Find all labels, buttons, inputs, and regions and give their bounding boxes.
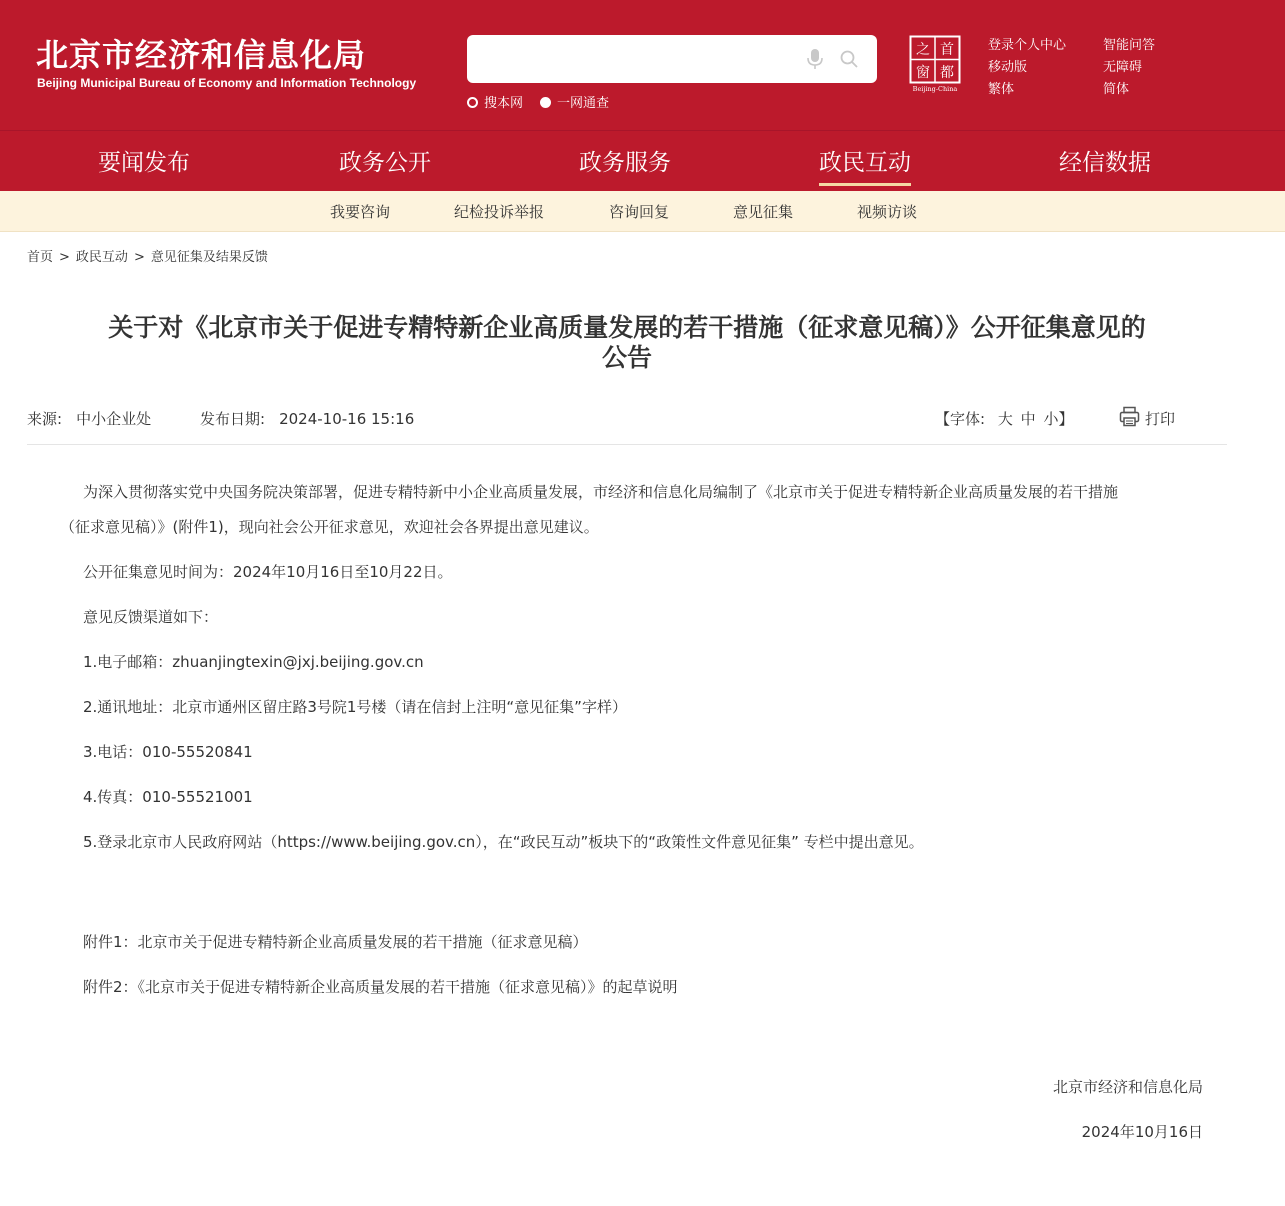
capital-window-logo[interactable] (909, 35, 961, 93)
simplified-link[interactable]: 简体 (1103, 82, 1130, 97)
subnav-opinions[interactable]: 意见征集 (733, 203, 794, 221)
channel-address: 2.通讯地址：北京市通州区留庄路3号院1号楼（请在信封上注明“意见征集”字样） (83, 698, 627, 716)
svg-text:窗: 窗 (916, 65, 930, 81)
main-nav (0, 130, 1285, 191)
svg-text:Beijing-China: Beijing-China (912, 85, 958, 93)
font-small-button[interactable]: 小 (1043, 410, 1059, 428)
svg-text:都: 都 (940, 65, 954, 81)
search-icon[interactable] (839, 49, 859, 69)
login-link[interactable]: 登录个人中心 (988, 38, 1067, 53)
subnav-consult[interactable]: 我要咨询 (330, 203, 391, 221)
publish-date-info (200, 408, 414, 429)
nav-news[interactable]: 要闻发布 (98, 150, 190, 176)
print-button[interactable]: 打印 (1145, 410, 1176, 428)
source-info (27, 408, 151, 429)
attachment-1[interactable]: 附件1：北京市关于促进专精特新企业高质量发展的若干措施（征求意见稿） (83, 933, 588, 951)
page-title (27, 313, 1227, 373)
subnav-replies[interactable]: 咨询回复 (609, 203, 670, 221)
date-value: 2024-10-16 15:16 (279, 410, 415, 428)
channel-email: 1.电子邮箱：zhuanjingtexin@jxj.beijing.gov.cn (83, 653, 424, 671)
radio-search-all-label: 一网通查 (557, 96, 610, 111)
svg-text:之: 之 (916, 42, 930, 58)
divider (27, 444, 1227, 445)
font-large-button[interactable]: 大 (997, 410, 1013, 428)
channel-website: 5.登录北京市人民政府网站（https://www.beijing.gov.cn），在“政民互动”板块下的“政策性文件意见征集” 专栏中提出意见。 (83, 833, 924, 851)
radio-empty-icon (467, 97, 478, 108)
date-label: 发布日期: (200, 410, 266, 428)
nav-services[interactable]: 政务服务 (579, 150, 671, 176)
mobile-link[interactable]: 移动版 (988, 60, 1028, 75)
breadcrumb-separator: > (133, 250, 145, 265)
paragraph-period: 公开征集意见时间为：2024年10月16日至10月22日。 (83, 563, 453, 581)
channel-phone: 3.电话：010-55520841 (83, 743, 253, 761)
sub-nav (0, 191, 1285, 232)
paragraph-intro-line2: （征求意见稿）》(附件1)，现向社会公开征求意见，欢迎社会各界提出意见建议。 (60, 518, 599, 536)
site-logo-subtitle: Beijing Municipal Bureau of Economy and Information Technology (37, 76, 417, 90)
attachment-2[interactable]: 附件2：《北京市关于促进专精特新企业高质量发展的若干措施（征求意见稿）》的起草说明 (83, 978, 678, 996)
search-input[interactable] (481, 45, 785, 75)
nav-public-affairs[interactable]: 政务公开 (339, 150, 431, 176)
nav-interaction[interactable]: 政民互动 (819, 144, 911, 186)
source-label: 来源: (27, 410, 63, 428)
font-size-control (935, 408, 1073, 429)
font-label: 【字体: (935, 410, 986, 428)
search-box (467, 35, 877, 83)
signature-date: 2024年10月16日 (1081, 1123, 1203, 1141)
radio-search-all[interactable] (540, 92, 609, 111)
site-header (0, 0, 1285, 130)
page-title-line1: 关于对《北京市关于促进专精特新企业高质量发展的若干措施（征求意见稿）》公开征集意见的 (108, 313, 1146, 342)
radio-search-site-label: 搜本网 (484, 96, 524, 111)
font-medium-button[interactable]: 中 (1020, 410, 1036, 428)
page-title-line2: 公告 (601, 343, 652, 372)
breadcrumb-home[interactable]: 首页 (27, 250, 54, 265)
radio-filled-icon (540, 97, 551, 108)
printer-icon[interactable] (1119, 406, 1140, 427)
font-bracket-end: 】 (1058, 410, 1074, 428)
paragraph-intro-line1: 为深入贯彻落实党中央国务院决策部署，促进专精特新中小企业高质量发展，市经济和信息化局编制了《北京市关于促进专精特新企业高质量发展的若干措施 (83, 483, 1119, 501)
traditional-link[interactable]: 繁体 (988, 82, 1015, 97)
breadcrumb-separator: > (59, 250, 70, 265)
breadcrumb-interaction[interactable]: 政民互动 (75, 250, 128, 265)
nav-data[interactable]: 经信数据 (1059, 150, 1151, 176)
smart-qa-link[interactable]: 智能问答 (1103, 38, 1156, 53)
breadcrumb-current[interactable]: 意见征集及结果反馈 (150, 250, 268, 265)
source-value: 中小企业处 (76, 410, 152, 428)
signature-org: 北京市经济和信息化局 (1052, 1078, 1203, 1096)
channel-fax: 4.传真：010-55521001 (83, 788, 253, 806)
breadcrumb (27, 246, 268, 265)
svg-text:首: 首 (940, 42, 954, 58)
radio-search-site[interactable] (467, 92, 523, 111)
site-logo-title[interactable]: 北京市经济和信息化局 (36, 36, 367, 74)
paragraph-channels: 意见反馈渠道如下： (83, 608, 219, 626)
accessibility-link[interactable]: 无障碍 (1103, 60, 1143, 75)
subnav-complaint[interactable]: 纪检投诉举报 (454, 203, 545, 221)
microphone-icon[interactable] (805, 48, 825, 70)
subnav-video[interactable]: 视频访谈 (857, 203, 918, 221)
